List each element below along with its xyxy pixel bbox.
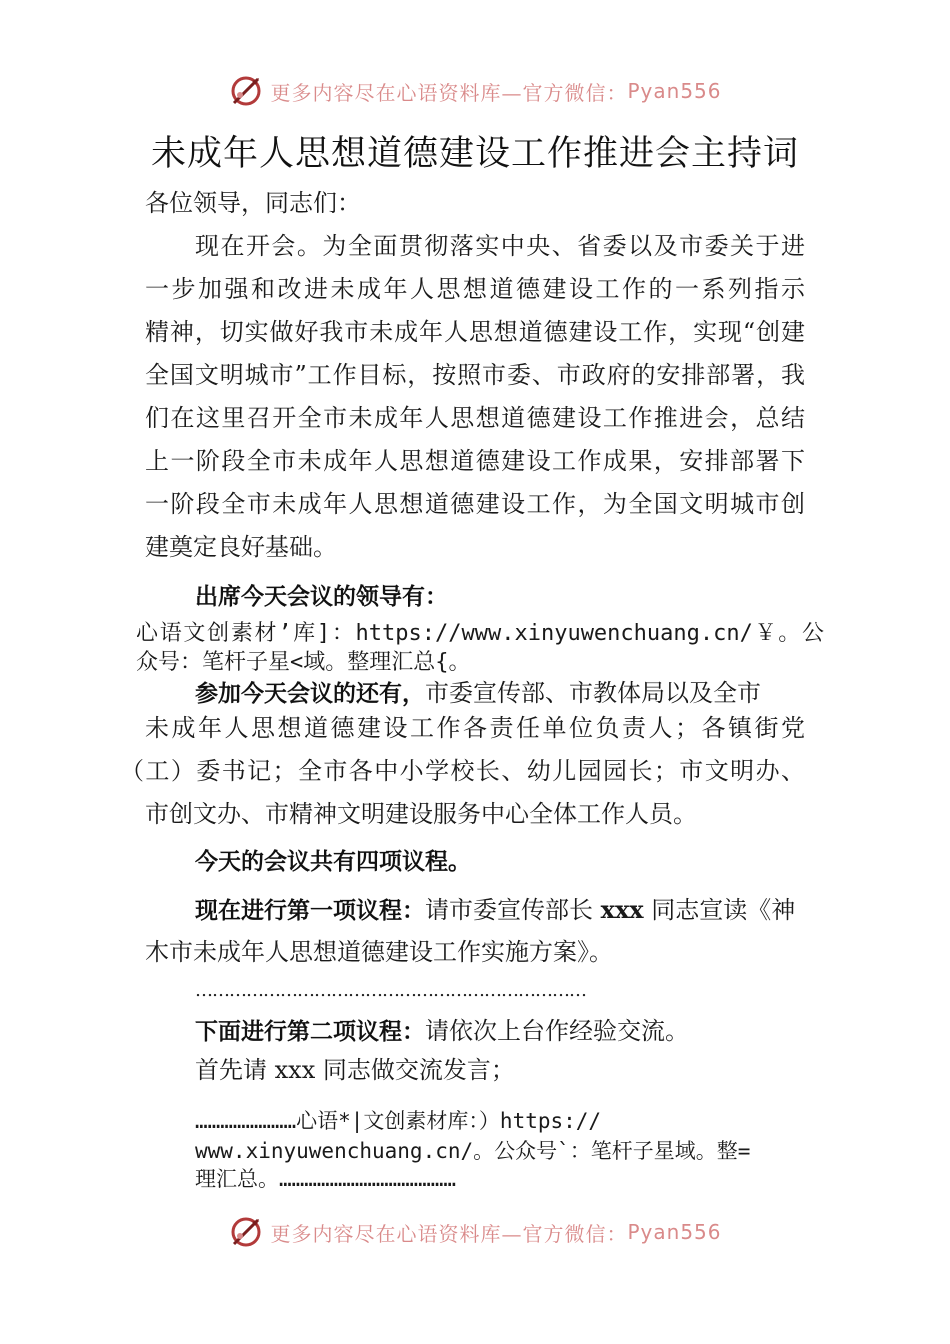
inserted-text-1-line-2: 众号：笔杆子星<域。整理汇总{。	[136, 650, 471, 675]
agenda-item-2-line-1	[195, 1011, 689, 1046]
inserted-text-2-line-3: 理汇总。……………………………………	[195, 1167, 457, 1191]
banner-wechat-id: Pyan556	[627, 79, 722, 103]
p1-line-5: 们在这里召开全市未成年人思想道德建设工作推进会，总结	[145, 404, 805, 432]
p1-line-3: 精神，切实做好我市未成年人思想道德建设工作，实现“创建	[145, 318, 805, 346]
agenda-item-1-line-1	[195, 890, 795, 925]
attendees-lead: 参加今天会议的还有，	[195, 681, 425, 707]
agenda-item-1-line-2: 木市未成年人思想道德建设工作实施方案》。	[145, 938, 613, 966]
attendees-line-4: 市创文办、市精神文明建设服务中心全体工作人员。	[145, 800, 697, 828]
salutation: 各位领导，同志们：	[145, 189, 361, 217]
leaders-heading: 出席今天会议的领导有：	[195, 584, 448, 610]
agenda-item-1-speaker: xxx	[600, 895, 644, 924]
attendees-line-1-rest: 市委宣传部、市教体局以及全市	[425, 679, 761, 707]
p1-line-8: 建奠定良好基础。	[145, 533, 337, 561]
bottom-banner	[0, 1209, 950, 1255]
agenda-item-2-heading: 下面进行第二项议程：	[195, 1019, 425, 1045]
p1-line-4: 全国文明城市”工作目标，按照市委、市政府的安排部署，我	[145, 361, 805, 389]
agenda-item-1-heading: 现在进行第一项议程：	[195, 898, 425, 924]
attendees-line-1	[195, 673, 761, 708]
agenda-intro: 今天的会议共有四项议程。	[195, 849, 471, 875]
attendees-line-2: 未成年人思想道德建设工作各责任单位负责人；各镇街党	[145, 714, 805, 742]
agenda-item-2-line-2: 首先请 xxx 同志做交流发言；	[195, 1056, 515, 1084]
inserted-text-2-line-2: www.xinyuwenchuang.cn/。公众号`：笔杆子星域。整=	[195, 1139, 751, 1163]
banner-text: 更多内容尽在心语资料库—官方微信：	[270, 80, 628, 105]
inserted-text-2-line-1: ……………………心语*|文创素材库：）https://	[195, 1109, 602, 1133]
attendees-line-3: （工）委书记；全市各中小学校长、幼儿园园长；市文明办、	[120, 757, 805, 785]
document-title: 未成年人思想道德建设工作推进会主持词	[150, 134, 799, 174]
logo-icon	[228, 73, 264, 109]
logo-icon	[228, 1214, 264, 1250]
agenda-item-1-text-a: 请市委宣传部长	[425, 896, 601, 924]
p1-line-2: 一步加强和改进未成年人思想道德建设工作的一系列指示	[145, 275, 805, 303]
p1-line-7: 一阶段全市未成年人思想道德建设工作，为全国文明城市创	[145, 490, 805, 518]
separator-dots: ……………………………………………………………	[195, 980, 586, 1001]
inserted-text-1-line-1: 心语文创素材’库]：https://www.xinyuwenchuang.cn/￥。公	[136, 621, 824, 646]
top-banner	[0, 68, 950, 114]
p1-line-6: 上一阶段全市未成年人思想道德建设工作成果，安排部署下	[145, 447, 805, 475]
banner-text: 更多内容尽在心语资料库—官方微信：	[270, 1221, 628, 1246]
banner-wechat-id: Pyan556	[627, 1220, 722, 1244]
p1-line-1: 现在开会。为全面贯彻落实中央、省委以及市委关于进	[195, 232, 805, 260]
agenda-item-1-text-b: 同志宣读《神	[643, 896, 796, 924]
agenda-item-2-text: 请依次上台作经验交流。	[425, 1017, 689, 1045]
